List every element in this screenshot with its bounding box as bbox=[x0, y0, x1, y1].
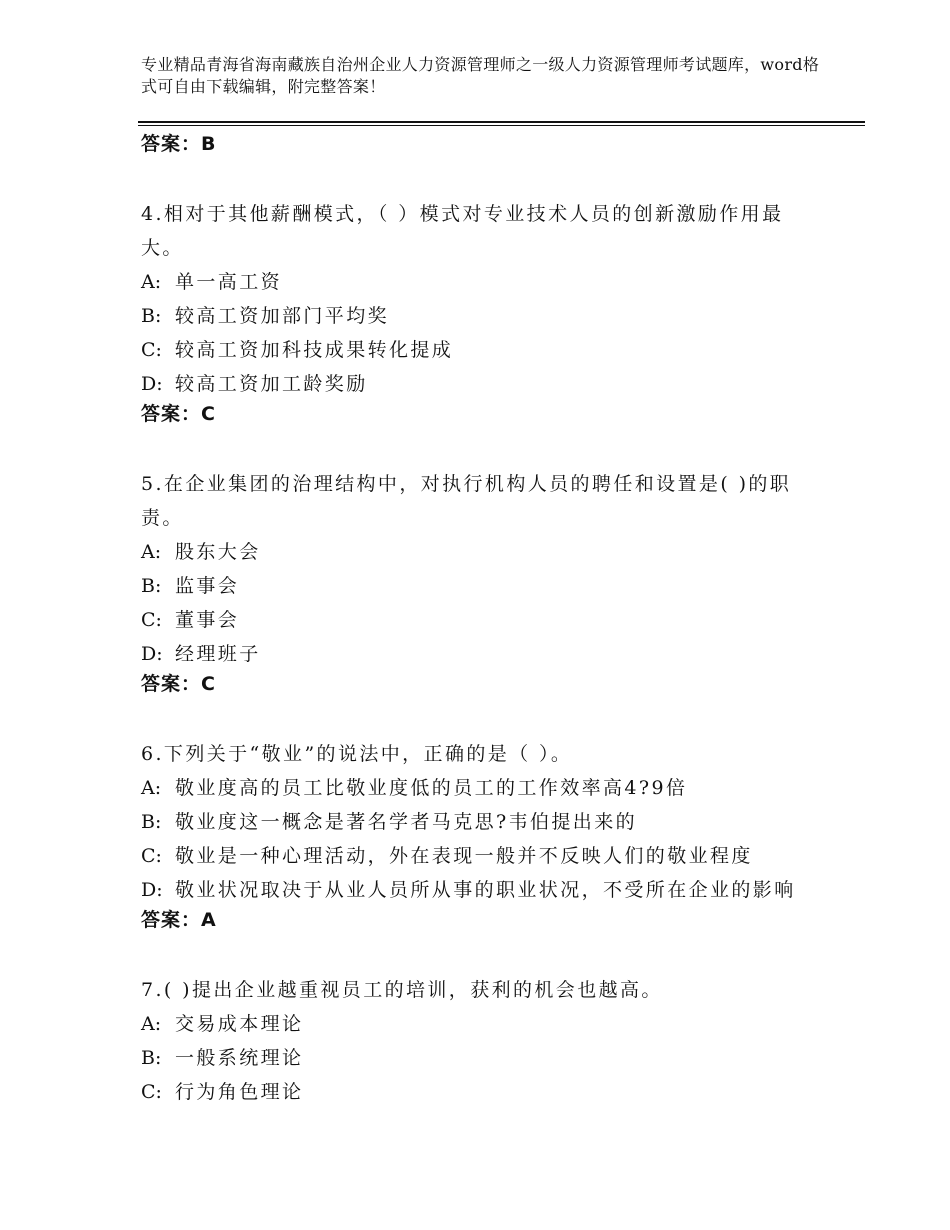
option-a bbox=[141, 1007, 821, 1041]
option-letter: A: bbox=[141, 541, 162, 563]
option-d bbox=[141, 367, 821, 401]
question-item bbox=[141, 973, 821, 1109]
answer-line: 答案：B bbox=[141, 133, 217, 155]
question-stem: 5.在企业集团的治理结构中，对执行机构人员的聘任和设置是( )的职责。 bbox=[141, 473, 792, 529]
option-text: 敬业状况取决于从业人员所从事的职业状况，不受所在企业的影响 bbox=[175, 879, 796, 901]
header-rule-thin bbox=[138, 125, 865, 126]
option-d bbox=[141, 637, 821, 671]
option-text: 敬业度高的员工比敬业度低的员工的工作效率高4?9倍 bbox=[175, 777, 688, 799]
option-letter: C: bbox=[141, 609, 162, 631]
option-text: 董事会 bbox=[175, 609, 240, 631]
option-text: 敬业度这一概念是著名学者马克思?韦伯提出来的 bbox=[175, 811, 637, 833]
option-text: 较高工资加部门平均奖 bbox=[175, 305, 390, 327]
option-b bbox=[141, 569, 821, 603]
option-letter: D: bbox=[141, 643, 163, 665]
option-letter: C: bbox=[141, 339, 162, 361]
option-text: 股东大会 bbox=[175, 541, 261, 563]
option-letter: D: bbox=[141, 373, 163, 395]
question-item bbox=[141, 737, 821, 941]
answer-line: 答案：C bbox=[141, 673, 216, 695]
question-item bbox=[141, 467, 821, 705]
option-c bbox=[141, 839, 821, 873]
question-stem: 7.( )提出企业越重视员工的培训，获利的机会也越高。 bbox=[141, 979, 663, 1001]
option-letter: A: bbox=[141, 271, 162, 293]
answer-line: 答案：A bbox=[141, 909, 217, 931]
option-letter: B: bbox=[141, 575, 162, 597]
option-c bbox=[141, 333, 821, 367]
question-stem: 6.下列关于“敬业”的说法中，正确的是（ ）。 bbox=[141, 743, 573, 765]
option-letter: B: bbox=[141, 1047, 162, 1069]
option-text: 较高工资加科技成果转化提成 bbox=[175, 339, 454, 361]
option-text: 行为角色理论 bbox=[175, 1081, 304, 1103]
option-b bbox=[141, 299, 821, 333]
option-letter: B: bbox=[141, 305, 162, 327]
option-c bbox=[141, 603, 821, 637]
option-d bbox=[141, 873, 821, 907]
option-text: 监事会 bbox=[175, 575, 240, 597]
header-text: 专业精品青海省海南藏族自治州企业人力资源管理师之一级人力资源管理师考试题库，word格式可自由下载编辑，附完整答案！ bbox=[141, 55, 820, 96]
option-letter: C: bbox=[141, 845, 162, 867]
option-text: 交易成本理论 bbox=[175, 1013, 304, 1035]
option-text: 较高工资加工龄奖励 bbox=[175, 373, 368, 395]
question-stem: 4.相对于其他薪酬模式，（ ）模式对专业技术人员的创新激励作用最大。 bbox=[141, 203, 784, 259]
option-text: 经理班子 bbox=[175, 643, 261, 665]
option-a bbox=[141, 265, 821, 299]
option-a bbox=[141, 535, 821, 569]
option-c bbox=[141, 1075, 821, 1109]
option-text: 一般系统理论 bbox=[175, 1047, 304, 1069]
option-text: 单一高工资 bbox=[175, 271, 283, 293]
option-letter: B: bbox=[141, 811, 162, 833]
question-list bbox=[141, 131, 821, 1109]
option-letter: D: bbox=[141, 879, 163, 901]
option-b bbox=[141, 1041, 821, 1075]
option-text: 敬业是一种心理活动，外在表现一般并不反映人们的敬业程度 bbox=[175, 845, 753, 867]
question-item bbox=[141, 197, 821, 435]
option-letter: A: bbox=[141, 1013, 162, 1035]
answer-line: 答案：C bbox=[141, 403, 216, 425]
option-b bbox=[141, 805, 821, 839]
option-letter: A: bbox=[141, 777, 162, 799]
option-a bbox=[141, 771, 821, 805]
header-rule-thick bbox=[138, 121, 865, 123]
option-letter: C: bbox=[141, 1081, 162, 1103]
document-header bbox=[141, 54, 831, 98]
